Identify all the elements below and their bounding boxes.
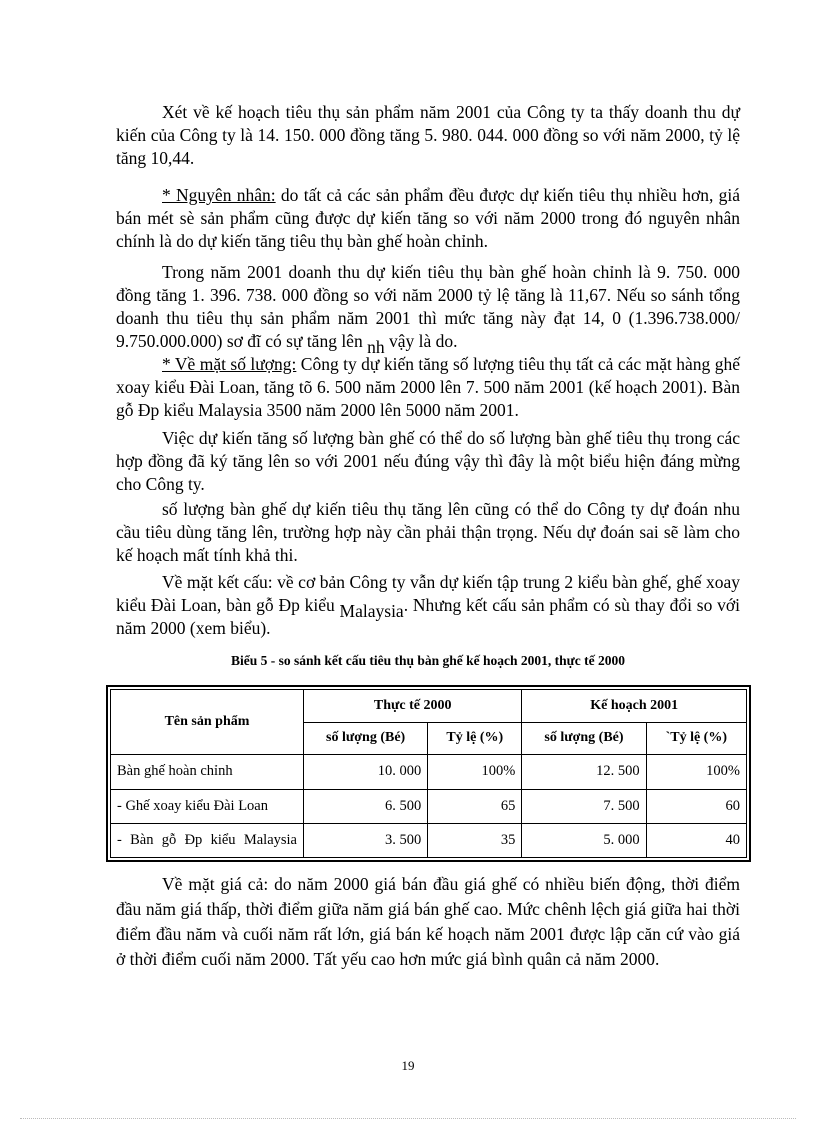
header-actual-2000: Thực tế 2000	[304, 690, 522, 723]
header-product-name: Tên sản phẩm	[111, 690, 304, 755]
paragraph-structure: Về mặt kết cấu: về cơ bản Công ty vẫn dự kiến tập trung 2 kiểu bàn ghế, ghế xoay kiểu Đài Loan, bàn gỗ Đp kiểu Malaysia. Nhưng kết cấu sản phẩm có sù thay đổi so với năm 2000 (xem biểu).	[116, 572, 740, 638]
header-ratio-2001: `Tỷ lệ (%)	[646, 722, 746, 755]
row-quantity-2001: 5. 000	[522, 823, 646, 857]
header-ratio-2000: Tỷ lệ (%)	[428, 722, 522, 755]
paragraph-forecast: số lượng bàn ghế dự kiến tiêu thụ tăng lên cũng có thể do Công ty dự đoán nhu cầu tiêu dùng tăng lên, trường hợp này cần phải thận trọng. Nếu dự đoán sai sẽ làm cho kế hoạch mất tính khả thi.	[116, 499, 740, 565]
comparison-table	[110, 689, 747, 858]
header-plan-2001: Kế hoạch 2001	[522, 690, 747, 723]
paragraph-revenue-plan: Xét về kế hoạch tiêu thụ sản phẩm năm 2001 của Công ty ta thấy doanh thu dự kiến của Công ty là 14. 150. 000 đồng tăng 5. 980. 044. 000 đồng so với năm 2000, tỷ lệ tăng 10,44.	[116, 102, 740, 168]
row-name: - Bàn gỗ Đp kiểu Malaysia	[111, 823, 304, 857]
row-ratio-2000: 100%	[428, 755, 522, 789]
table-row	[111, 755, 747, 789]
table-header-row	[111, 690, 747, 723]
header-quantity-2000: số lượng (Bé)	[304, 722, 428, 755]
row-name: - Ghế xoay kiểu Đài Loan	[111, 789, 304, 823]
row-ratio-2001: 100%	[646, 755, 746, 789]
paragraph-quantity: * Về mặt số lượng: Công ty dự kiến tăng số lượng tiêu thụ tất cả các mặt hàng ghế xoay kiểu Đài Loan, tăng tõ 6. 500 năm 2000 lên 7. 500 năm 2001 (kế hoạch 2001). Bàn gỗ Đp kiểu Malaysia 3500 năm 2000 lên 5000 năm 2001.	[116, 354, 740, 420]
table-row	[111, 789, 747, 823]
quantity-label: * Về mặt số lượng:	[162, 354, 297, 374]
row-ratio-2000: 65	[428, 789, 522, 823]
row-ratio-2000: 35	[428, 823, 522, 857]
page-bottom-divider	[20, 1118, 796, 1119]
row-quantity-2001: 7. 500	[522, 789, 646, 823]
row-name: Bàn ghế hoàn chỉnh	[111, 755, 304, 789]
table-row	[111, 823, 747, 857]
cause-label: * Nguyên nhân:	[162, 185, 276, 205]
paragraph-contracts: Việc dự kiến tăng số lượng bàn ghế có thể do số lượng bàn ghế tiêu thụ trong các hợp đồng đã ký tăng lên so với 2001 nếu đúng vậy thì đây là một biểu hiện đáng mừng cho Công ty.	[116, 428, 740, 494]
page-number: 19	[401, 1058, 415, 1073]
row-quantity-2000: 3. 500	[304, 823, 428, 857]
header-quantity-2001: số lượng (Bé)	[522, 722, 646, 755]
paragraph-revenue-2001: Trong năm 2001 doanh thu dự kiến tiêu thụ bàn ghế hoàn chỉnh là 9. 750. 000 đồng tăng 1. 396. 738. 000 đồng so với năm 2000 tỷ lệ tăng là 11,67. Nếu so sánh tổng doanh thu tiêu thụ sản phẩm năm 2001 thì mức tăng này đạt 14, 0 (1.396.738.000/ 9.750.000.000) sơ đĩ có sự tăng lên nh vậy là do.	[116, 262, 740, 357]
row-quantity-2000: 10. 000	[304, 755, 428, 789]
row-quantity-2001: 12. 500	[522, 755, 646, 789]
paragraph-price: Về mặt giá cả: do năm 2000 giá bán đầu giá ghế có nhiều biến động, thời điểm đầu năm giá thấp, thời điểm giữa năm giá bán ghế cao. Mức chênh lệch giá giữa hai thời điểm đầu năm và cuối năm rất lớn, giá bán kế hoạch năm 2001 được lập căn cứ vào giá ở thời điểm cuối năm 2000. Tất yếu cao hơn mức giá bình quân cả năm 2000.	[116, 874, 740, 969]
row-ratio-2001: 40	[646, 823, 746, 857]
row-quantity-2000: 6. 500	[304, 789, 428, 823]
table-caption: Biểu 5 - so sánh kết cấu tiêu thụ bàn ghế kế hoạch 2001, thực tế 2000	[230, 653, 625, 668]
row-ratio-2001: 60	[646, 789, 746, 823]
paragraph-cause: * Nguyên nhân: do tất cả các sản phẩm đều được dự kiến tiêu thụ nhiều hơn, giá bán mét sè sản phẩm cũng được dự kiến tăng so với năm 2000 trong đó nguyên nhân chính là do dự kiến tăng tiêu thụ bàn ghế hoàn chỉnh.	[116, 185, 740, 251]
comparison-table-frame	[106, 685, 751, 862]
